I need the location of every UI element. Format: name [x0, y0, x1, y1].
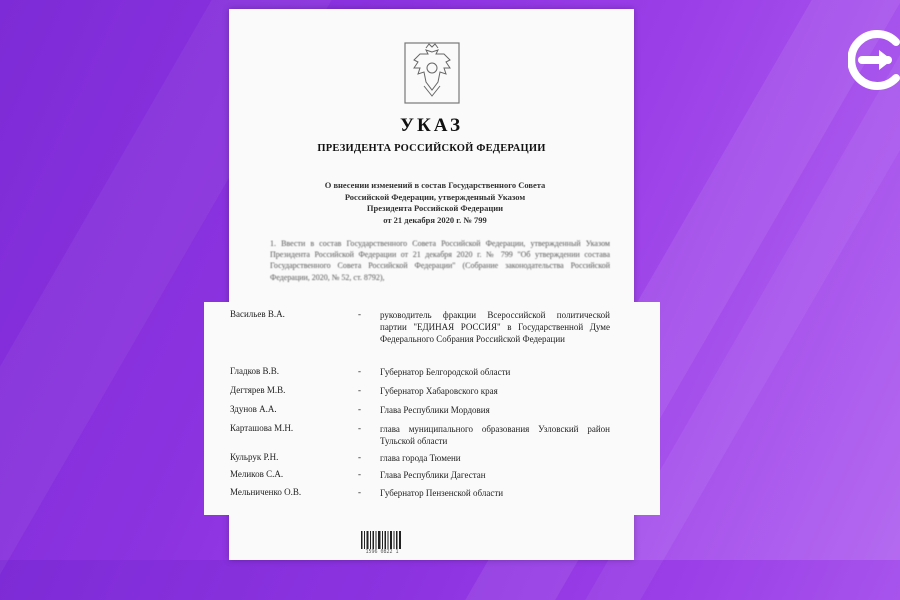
- member-name: Дегтярев М.В.: [230, 385, 286, 395]
- member-role: Губернатор Хабаровского края: [380, 386, 498, 396]
- heading-line: Президента Российской Федерации: [366, 203, 504, 213]
- member-role: Губернатор Пензенской области: [380, 488, 504, 498]
- document-subtitle: ПРЕЗИДЕНТА РОССИЙСКОЙ ФЕДЕРАЦИИ: [317, 143, 546, 154]
- member-name: Меликов С.А.: [230, 469, 284, 479]
- member-dash: -: [358, 309, 361, 319]
- coat-of-arms-icon: [404, 42, 460, 104]
- member-dash: -: [358, 366, 361, 376]
- member-dash: -: [358, 404, 361, 414]
- decree-paragraph: 1. Ввести в состав Государственного Совета Российской Федерации, утвержденный Указом Президента Российской Федерации от 21 декабря 2020 г. № 799 "Об утверждении состава Государственного Совета Российской Федерации" (Собрание законодательства Российской Федерации, 2020, № 52, ст. 8792),: [270, 239, 610, 282]
- member-role: руководитель фракции Всероссийской политической партии "ЕДИНАЯ РОССИЯ" в Государственной Думе Федерального Собрания Российской Федерации: [380, 310, 610, 344]
- heading-line: от 21 декабря 2020 г. № 799: [383, 214, 487, 225]
- member-dash: -: [358, 487, 361, 497]
- heading-line: Российской Федерации, утвержденный Указом: [344, 191, 526, 202]
- member-role: Губернатор Белгородской области: [380, 367, 511, 377]
- document-title: УКАЗ: [400, 115, 463, 136]
- member-name: Мельниченко О.В.: [230, 487, 302, 497]
- member-name: Карташова М.Н.: [230, 423, 294, 433]
- member-name: Кульрук Р.Н.: [230, 452, 279, 462]
- member-name: Васильев В.А.: [230, 309, 285, 319]
- member-role: Глава Республики Дагестан: [380, 470, 486, 480]
- barcode-number: 1596 0822 1: [365, 549, 399, 555]
- member-dash: -: [358, 423, 361, 433]
- member-name: Гладков В.В.: [230, 366, 280, 376]
- heading-line: О внесении изменений в состав Государственного Совета: [324, 180, 546, 190]
- decree-heading: [292, 180, 578, 226]
- member-dash: -: [358, 469, 361, 479]
- member-dash: -: [358, 452, 361, 462]
- member-role: глава муниципального образования Узловский район Тульской области: [380, 424, 610, 446]
- member-role: глава города Тюмени: [380, 453, 461, 463]
- member-name: Здунов А.А.: [230, 404, 277, 414]
- member-dash: -: [358, 385, 361, 395]
- member-role: Глава Республики Мордовия: [380, 405, 490, 415]
